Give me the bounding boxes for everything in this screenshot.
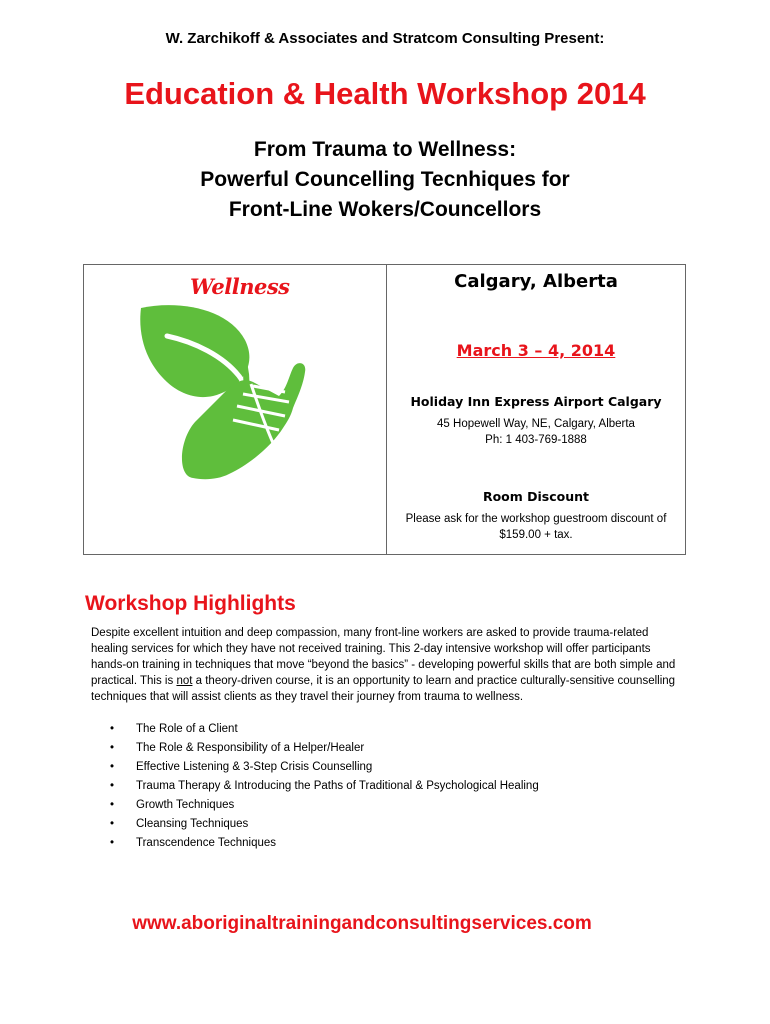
list-item — [110, 815, 539, 834]
list-item — [110, 758, 539, 777]
list-item — [110, 720, 539, 739]
bullet-icon: • — [110, 742, 115, 754]
presenter-line: W. Zarchikoff & Associates and Stratcom Consulting Present: — [165, 30, 605, 47]
subtitle-line-2: Powerful Councelling Tecnhiques for — [200, 168, 570, 191]
venue-phone: Ph: 1 403-769-1888 — [485, 434, 587, 446]
highlights-list — [110, 720, 539, 853]
event-dates: March 3 – 4, 2014 — [456, 341, 616, 360]
bullet-icon: • — [110, 818, 115, 830]
list-item — [110, 796, 539, 815]
list-item-text: Growth Techniques — [136, 799, 235, 811]
list-item-text: The Role & Responsibility of a Helper/Healer — [136, 742, 365, 754]
page-title: Education & Health Workshop 2014 — [124, 76, 646, 111]
room-discount-heading: Room Discount — [482, 489, 590, 504]
bullet-icon: • — [110, 837, 115, 849]
list-item — [110, 834, 539, 853]
highlights-title: Workshop Highlights — [85, 592, 296, 615]
event-venue: Holiday Inn Express Airport Calgary — [410, 394, 662, 409]
room-discount-text: Please ask for the workshop guestroom discount of $159.00 + tax. — [405, 513, 667, 541]
paragraph-part-2: a theory-driven course, it is an opportunity to learn and practice culturally-sensitive counselling techniques that will assist clients as they travel their journey from trauma to wellness. — [91, 675, 676, 703]
paragraph-emphasis: not — [176, 675, 193, 687]
list-item-text: Effective Listening & 3-Step Crisis Counselling — [136, 761, 373, 773]
list-item-text: The Role of a Client — [136, 723, 238, 735]
bullet-icon: • — [110, 780, 115, 792]
paragraph-part-1: Despite excellent intuition and deep compassion, many front-line workers are asked to provide trauma-related healing services for which they have not received training. This 2-day intensive workshop will offer participants hands-on training in techniques that move “beyond the basics” - developing powerful skills that are both simple and practical. This is — [91, 627, 676, 687]
list-item-text: Trauma Therapy & Introducing the Paths of Traditional & Psychological Healing — [136, 780, 539, 792]
list-item-text: Transcendence Techniques — [136, 837, 277, 849]
bullet-icon: • — [110, 761, 115, 773]
leaf-hand-logo-icon — [133, 290, 333, 490]
website-link[interactable]: www.aboriginaltrainingandconsultingservices.com — [132, 913, 592, 934]
venue-address: 45 Hopewell Way, NE, Calgary, Alberta — [437, 418, 635, 430]
venue-address-block — [387, 416, 685, 448]
subtitle-line-3: Front-Line Wokers/Councellors — [228, 198, 542, 221]
list-item — [110, 777, 539, 796]
highlights-paragraph — [91, 625, 676, 705]
list-item — [110, 739, 539, 758]
bullet-icon: • — [110, 723, 115, 735]
workshop-subtitle — [0, 135, 770, 225]
list-item-text: Cleansing Techniques — [136, 818, 249, 830]
subtitle-line-1: From Trauma to Wellness: — [253, 138, 517, 161]
wellness-logo-text: Wellness — [190, 274, 290, 299]
bullet-icon: • — [110, 799, 115, 811]
event-city: Calgary, Alberta — [454, 271, 618, 292]
